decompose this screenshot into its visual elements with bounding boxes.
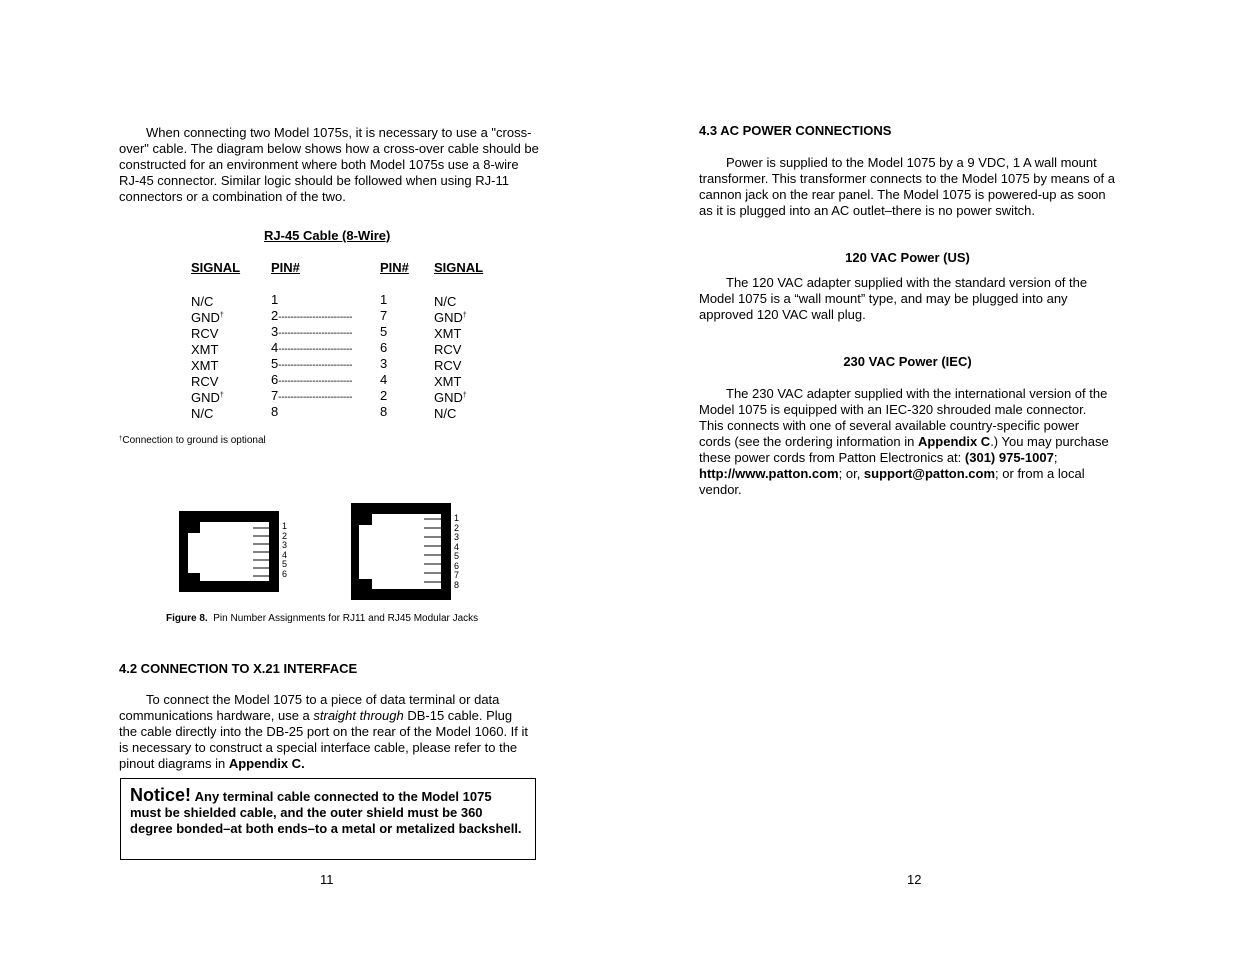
pin-number: 8 (454, 579, 460, 590)
pin-number: 2 (454, 522, 460, 533)
pin-left: 5------------------------ (271, 356, 353, 371)
pin-number: 5 (454, 551, 460, 561)
section-4-3-body: Power is supplied to the Model 1075 by a 9 VDC, 1 A wall mount transformer. This transformer connects to the Model 1075 by means of a cannon jack on the rear panel. The Model 1075 is powered-up as soon as it is plugged into an AC outlet–there is no power switch. (699, 155, 1115, 218)
section-4-2-title: 4.2 CONNECTION TO X.21 INTERFACE (119, 661, 358, 676)
pin-right: 5 (380, 324, 388, 339)
rj45-pin-numbers (454, 514, 459, 590)
signal-left: RCV (191, 326, 219, 341)
signal-right: RCV (434, 342, 462, 357)
pin-number: 1 (282, 521, 288, 531)
pin-number: 2 (282, 530, 288, 541)
section-4-3-title: 4.3 AC POWER CONNECTIONS (699, 123, 892, 138)
signal-right: N/C (434, 294, 457, 309)
signal-left: GND† (191, 390, 224, 405)
pin-left: 1 (271, 292, 279, 307)
rj45-jack-icon (351, 503, 451, 600)
pin-right: 1 (380, 292, 388, 307)
us-power-title: 120 VAC Power (US) (845, 250, 970, 265)
cross-connection-line: ------------------------ (278, 328, 353, 339)
pin-number: 4 (282, 549, 288, 560)
figure-caption: Figure 8. Pin Number Assignments for RJ11 and RJ45 Modular Jacks (166, 613, 479, 624)
us-power-body: The 120 VAC adapter supplied with the standard version of the Model 1075 is a “wall mount” type, and may be plugged into any approved 120 VAC wall plug. (699, 275, 1088, 322)
cross-connection-line: ------------------------ (278, 344, 353, 355)
notice-title: Notice! (130, 785, 192, 805)
pin-number: 4 (454, 541, 460, 552)
pin-right: 3 (380, 356, 388, 371)
pin-right: 8 (380, 404, 388, 419)
rj11-jack-icon (179, 511, 279, 592)
header-pin-right: PIN# (380, 260, 409, 275)
pin-left: 7------------------------ (271, 388, 353, 403)
rj11-pin-numbers (282, 522, 287, 579)
pin-right: 6 (380, 340, 388, 355)
signal-left: N/C (191, 406, 214, 421)
notice-body: Any terminal cable connected to the Model 1075 must be shielded cable, and the outer shield must be 360 degree bonded–at both ends–to a metal or metalized backshell. (130, 789, 522, 836)
cross-connection-line: ------------------------ (278, 360, 353, 371)
pin-number: 1 (454, 513, 460, 523)
pin-number: 7 (454, 570, 460, 580)
signal-left: RCV (191, 374, 219, 389)
pin-left: 6------------------------ (271, 372, 353, 387)
footnote: †Connection to ground is optional (119, 435, 266, 446)
table-title: RJ-45 Cable (8-Wire) (264, 228, 391, 243)
section-4-2-body: To connect the Model 1075 to a piece of data terminal or data communications hardware, use a straight through DB-15 cable. Plug the cable directly into the DB-25 port on the rear of the Model 1060. If it is necessary to construct a special interface cable, please refer to the pinout diagrams in Appendix C. (119, 692, 529, 771)
iec-power-title: 230 VAC Power (IEC) (843, 354, 972, 369)
pin-left: 2------------------------ (271, 308, 353, 323)
signal-right: XMT (434, 326, 462, 341)
signal-left: XMT (191, 358, 219, 373)
pin-number: 5 (282, 559, 288, 569)
signal-right: GND† (434, 390, 467, 405)
pin-number: 3 (454, 532, 460, 542)
cross-connection-line: ------------------------ (278, 312, 353, 323)
page-number-left: 11 (320, 872, 334, 887)
pin-number: 6 (282, 568, 288, 579)
signal-left: N/C (191, 294, 214, 309)
pin-right: 2 (380, 388, 388, 403)
pin-left: 3------------------------ (271, 324, 353, 339)
cross-connection-line: ------------------------ (278, 376, 353, 387)
pin-left: 4------------------------ (271, 340, 353, 355)
signal-left: XMT (191, 342, 219, 357)
pin-number: 6 (454, 560, 460, 571)
header-signal-left: SIGNAL (191, 260, 241, 275)
signal-right: GND† (434, 310, 467, 325)
header-pin-left: PIN# (271, 260, 300, 275)
left-page (0, 0, 617, 954)
signal-left: GND† (191, 310, 224, 325)
pin-number: 3 (282, 540, 288, 550)
notice-box (120, 778, 536, 860)
intro-paragraph: When connecting two Model 1075s, it is necessary to use a "cross-over" cable. The diagram below shows how a cross-over cable should be constructed for an environment where both Model 1075s use a 8-wire RJ-45 connector. Similar logic should be followed when using RJ-11 connectors or a combination of the two. (119, 125, 539, 204)
right-page (617, 0, 1235, 954)
signal-right: N/C (434, 406, 457, 421)
signal-right: RCV (434, 358, 462, 373)
pin-right: 7 (380, 308, 388, 323)
header-signal-right: SIGNAL (434, 260, 484, 275)
signal-right: XMT (434, 374, 462, 389)
iec-power-body: The 230 VAC adapter supplied with the international version of the Model 1075 is equipped with an IEC-320 shrouded male connector. This connects with one of several available country-specific power cords (see the ordering information in Appendix C.) You may purchase these power cords from Patton Electronics at: (301) 975-1007; http://www.patton.com; or, support@patton.com; or from a local vendor. (699, 386, 1109, 497)
page-number-right: 12 (907, 872, 922, 887)
pin-left: 8 (271, 404, 279, 419)
cross-connection-line: ------------------------ (278, 392, 353, 403)
pin-right: 4 (380, 372, 388, 387)
